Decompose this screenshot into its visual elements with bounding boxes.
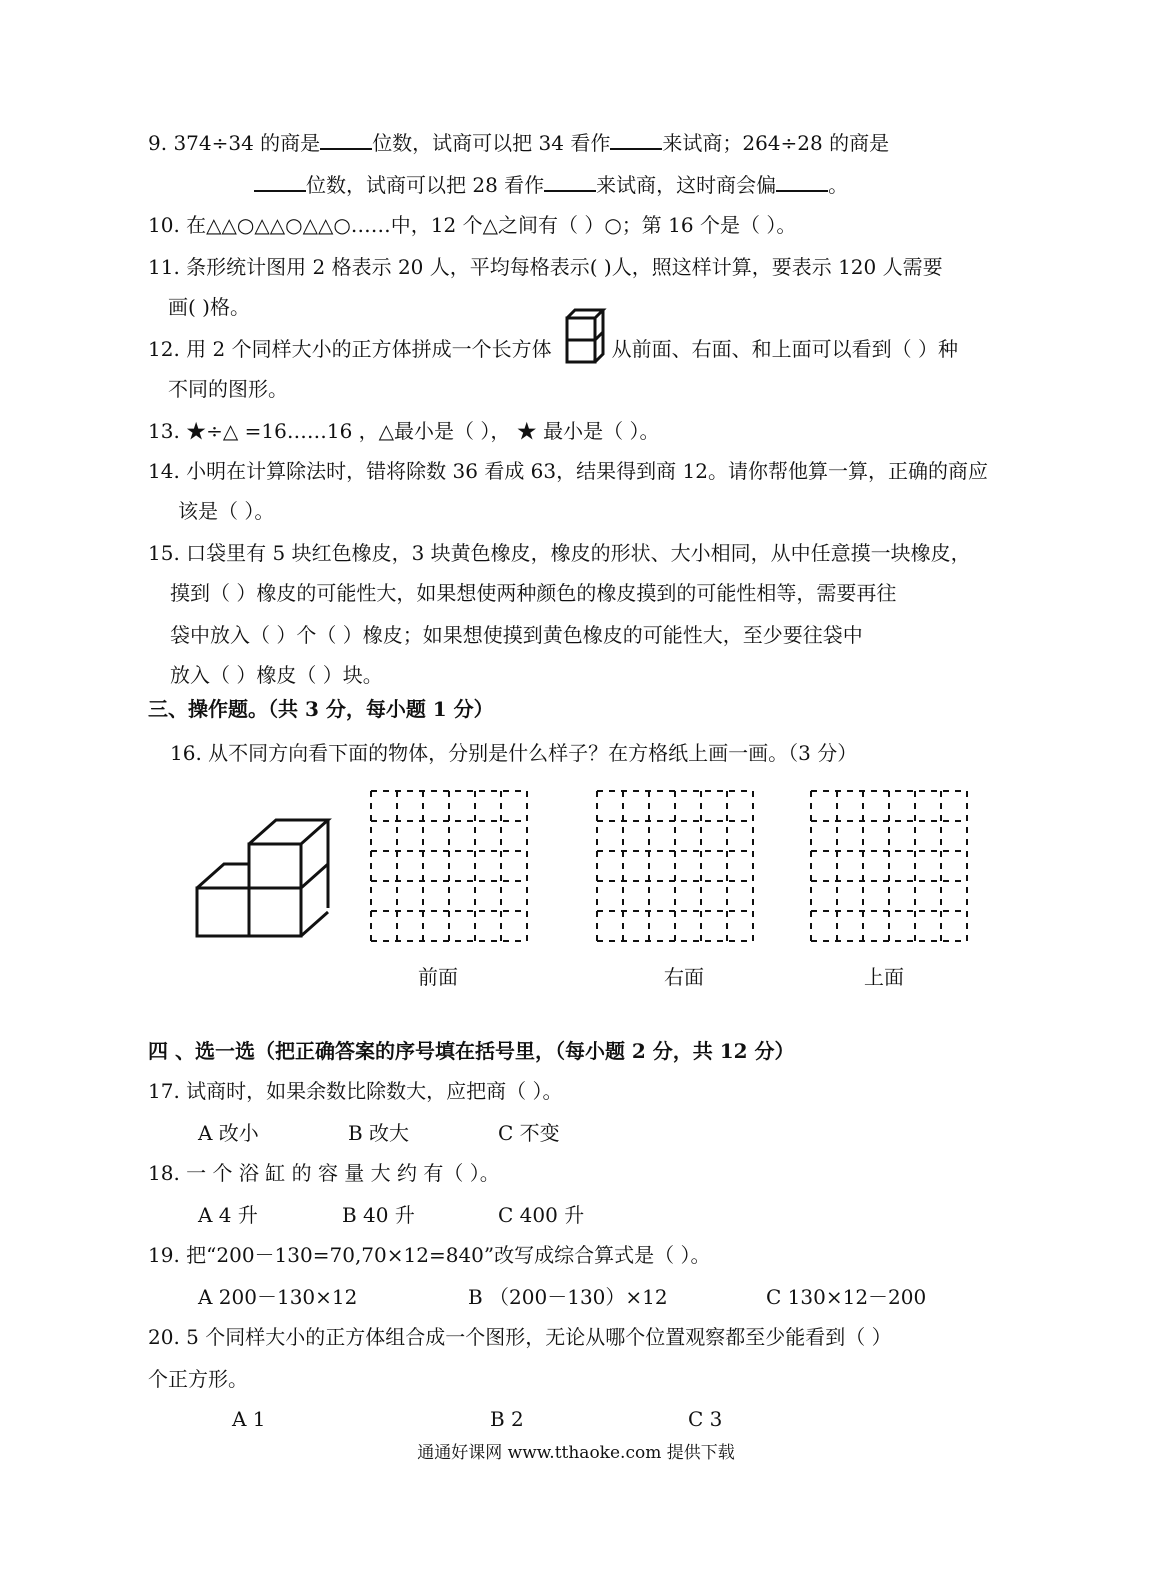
q17-option-c: C 不变 xyxy=(498,1121,560,1145)
cuboid-icon xyxy=(564,306,606,366)
q19-option-c: C 130×12－200 xyxy=(766,1285,927,1309)
q11-line1: 11. 条形统计图用 2 格表示 20 人，平均每格表示( )人，照这样计算，要表示 120 人需要 xyxy=(148,255,943,279)
q9-text: 来试商，这时商会偏 xyxy=(596,173,777,197)
answer-blank xyxy=(776,172,828,192)
q19-stem: 19. 把“200－130=70,70×12=840”改写成综合算式是（ ）。 xyxy=(148,1243,711,1267)
grid-paper-front xyxy=(370,790,528,942)
q13-line: 13. ★÷△ =16……16 ，△最小是（ ）， ★ 最小是（ ）。 xyxy=(148,419,660,443)
q15-line2: 摸到（ ）橡皮的可能性大，如果想使两种颜色的橡皮摸到的可能性相等，需要再往 xyxy=(170,581,897,605)
q20-option-b: B 2 xyxy=(490,1407,524,1431)
caption-right: 右面 xyxy=(664,965,704,989)
q18-option-a: A 4 升 xyxy=(198,1203,258,1227)
q18-option-b: B 40 升 xyxy=(342,1203,415,1227)
q20-line2: 个正方形。 xyxy=(148,1367,248,1391)
q20-option-a: A 1 xyxy=(232,1407,266,1431)
q14-line1: 14. 小明在计算除法时，错将除数 36 看成 63，结果得到商 12。请你帮他算一算，正确的商应 xyxy=(148,459,988,483)
q12-line1 xyxy=(148,336,958,362)
q18-option-c: C 400 升 xyxy=(498,1203,585,1227)
q12-text: 12. 用 2 个同样大小的正方体拼成一个长方体 xyxy=(148,337,552,361)
answer-blank xyxy=(544,172,596,192)
q14-line2: 该是（ ）。 xyxy=(178,499,275,523)
q9-line2 xyxy=(254,172,848,198)
q15-line1: 15. 口袋里有 5 块红色橡皮，3 块黄色橡皮，橡皮的形状、大小相同，从中任意摸一块橡皮， xyxy=(148,541,971,565)
q9-text: 位数，试商可以把 34 看作 xyxy=(372,131,611,155)
grid-paper-top xyxy=(810,790,968,942)
section-3-heading: 三、操作题。（共 3 分，每小题 1 分） xyxy=(148,697,494,721)
q17-option-b: B 改大 xyxy=(348,1121,410,1145)
q11-line2: 画( )格。 xyxy=(168,295,250,319)
q15-line3: 袋中放入（ ）个（ ）橡皮；如果想使摸到黄色橡皮的可能性大，至少要往袋中 xyxy=(170,623,863,647)
stacked-cubes-figure xyxy=(190,812,340,944)
q12-text: ，从前面、右面、和上面可以看到（ ）种 xyxy=(591,337,958,361)
q17-stem: 17. 试商时，如果余数比除数大，应把商（ ）。 xyxy=(148,1079,563,1103)
q16-line: 16. 从不同方向看下面的物体，分别是什么样子？在方格纸上画一画。（3 分） xyxy=(170,741,858,765)
page-footer: 通通好课网 www.tthaoke.com 提供下载 xyxy=(417,1443,735,1463)
q9-text: 。 xyxy=(828,173,849,197)
q19-option-a: A 200－130×12 xyxy=(198,1285,358,1309)
q20-line1: 20. 5 个同样大小的正方体组合成一个图形，无论从哪个位置观察都至少能看到（ ） xyxy=(148,1325,892,1349)
q15-line4: 放入（ ）橡皮（ ）块。 xyxy=(170,663,383,687)
answer-blank xyxy=(320,130,372,150)
q12-line2: 不同的图形。 xyxy=(168,377,288,401)
q9-text: 位数，试商可以把 28 看作 xyxy=(306,173,545,197)
q9-line1 xyxy=(148,130,889,156)
q17-option-a: A 改小 xyxy=(198,1121,259,1145)
q9-text: 来试商；264÷28 的商是 xyxy=(662,131,890,155)
answer-blank xyxy=(254,172,306,192)
grid-paper-right xyxy=(596,790,754,942)
answer-blank xyxy=(610,130,662,150)
q19-option-b: B （200－130）×12 xyxy=(468,1285,668,1309)
q20-option-c: C 3 xyxy=(688,1407,723,1431)
section-4-heading: 四 、选一选（把正确答案的序号填在括号里，（每小题 2 分，共 12 分） xyxy=(148,1039,795,1063)
q9-text: 9. 374÷34 的商是 xyxy=(148,131,321,155)
caption-front: 前面 xyxy=(418,965,458,989)
caption-top: 上面 xyxy=(864,965,904,989)
q18-stem: 18. 一 个 浴 缸 的 容 量 大 约 有（ ）。 xyxy=(148,1161,500,1185)
q10-line: 10. 在△△○△△○△△○……中，12 个△之间有（ ）○；第 16 个是（ ）。 xyxy=(148,213,797,237)
